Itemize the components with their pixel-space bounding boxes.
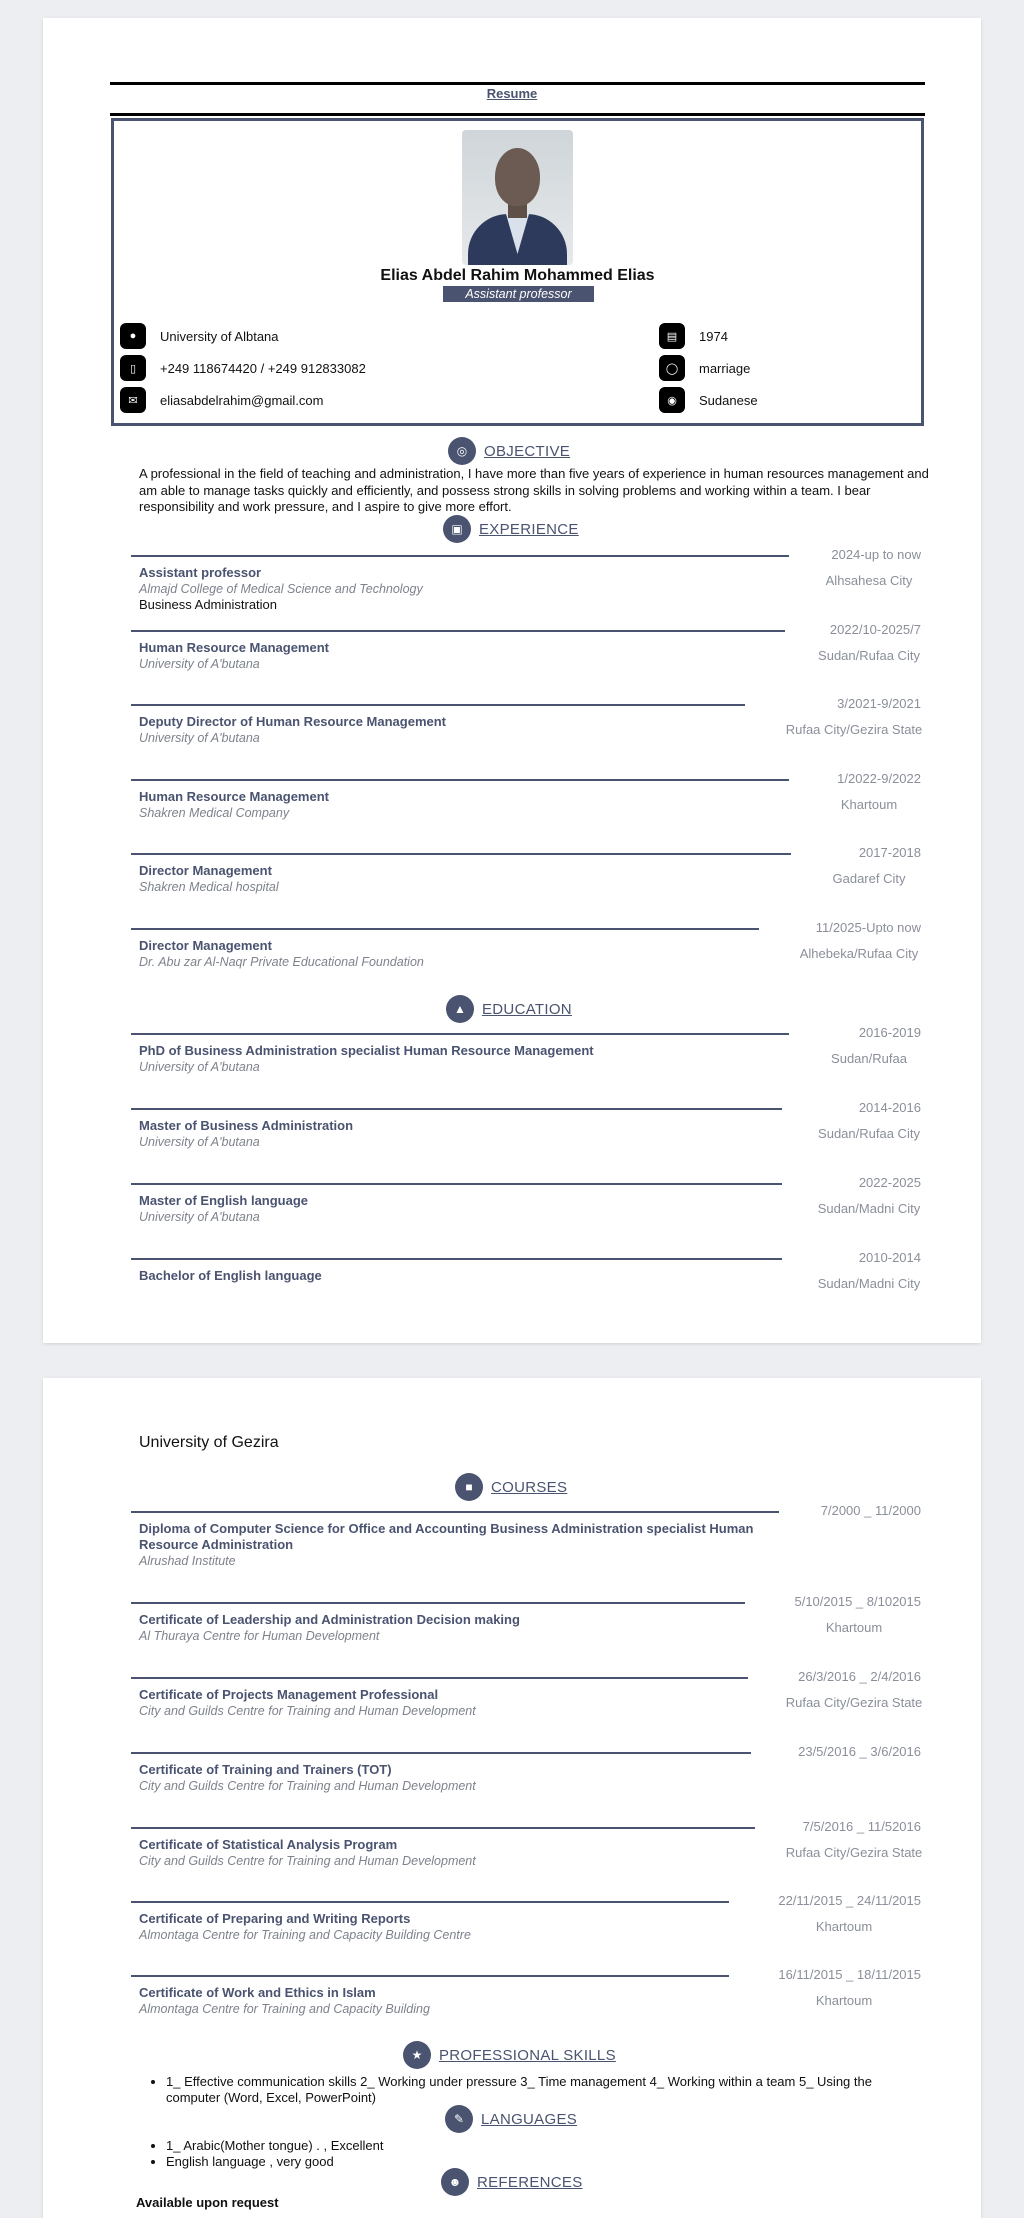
courses-heading: ■ COURSES [455, 1473, 567, 1501]
course-title: Diploma of Computer Science for Office and Accounting Business Administration specialist Human Resource Administration [139, 1521, 754, 1552]
profile-header [111, 118, 924, 426]
language-icon: ✎ [445, 2105, 473, 2133]
phone-icon: ▯ [120, 355, 146, 381]
course-title: Certificate of Work and Ethics in Islam [139, 1985, 376, 2000]
university-info [120, 323, 279, 349]
job-title-badge: Assistant professor [443, 286, 594, 302]
skills-icon: ★ [403, 2041, 431, 2069]
education-heading: ▲ EDUCATION [446, 995, 572, 1023]
education-title: Master of Business Administration [139, 1118, 354, 1133]
email-icon: ✉ [120, 387, 146, 413]
resume-page-2 [43, 1378, 981, 2218]
title-rule [110, 113, 925, 116]
course-title: Certificate of Projects Management Professional [139, 1687, 439, 1702]
calendar-icon: ▤ [659, 323, 685, 349]
marital-text: marriage [699, 360, 751, 376]
experience-entry: 3/2021-9/2021 Rufaa City/Gezira State Deputy Director of Human Resource Management University of A'butana [131, 704, 929, 778]
education-entry: 2014-2016 Sudan/Rufaa City Master of Business Administration University of A'butana [131, 1108, 929, 1182]
objective-text: A professional in the field of teaching and administration, I have more than five years of experience in human resources management and am able to manage tasks quickly and efficiently, and possess strong skills in solving problems and working within a team. I bear responsibility and work pressure, and I aspire to give more effort. [139, 466, 929, 514]
certificate-icon: ■ [455, 1473, 483, 1501]
skills-list [166, 2074, 906, 2106]
references-text: Available upon request [136, 2195, 279, 2210]
profile-photo [462, 130, 573, 265]
languages-list [166, 2138, 906, 2170]
course-entry: 22/11/2015 _ 24/11/2015 Khartoum Certificate of Preparing and Writing Reports Almontaga Centre for Training and Capacity Building Centre [131, 1901, 929, 1975]
graduation-cap-icon: ▲ [446, 995, 474, 1023]
languages-heading: ✎ LANGUAGES [445, 2105, 577, 2133]
experience-title: Human Resource Management [139, 640, 329, 655]
references-heading: ☻ REFERENCES [441, 2168, 583, 2196]
course-title: Certificate of Preparing and Writing Reports [139, 1911, 411, 1926]
objective-heading: ◎ OBJECTIVE [448, 437, 570, 465]
email-text: eliasabdelrahim@gmail.com [160, 392, 324, 408]
nationality-info [659, 387, 758, 413]
list-item: • 1_ Effective communication skills 2_ Working under pressure 3_ Time management 4_ Working within a team 5_ Using the computer (Word, Excel, PowerPoint) [166, 2074, 906, 2106]
email-info [120, 387, 323, 413]
list-item: • 1_ Arabic(Mother tongue) . , Excellent [166, 2138, 906, 2154]
course-entry: 23/5/2016 _ 3/6/2016 Certificate of Training and Trainers (TOT) City and Guilds Centre for Training and Human Development [131, 1752, 929, 1826]
experience-heading: ▣ EXPERIENCE [443, 515, 579, 543]
course-title: Certificate of Training and Trainers (TOT) [139, 1762, 392, 1777]
people-icon: ☻ [441, 2168, 469, 2196]
experience-entry: 1/2022-9/2022 Khartoum Human Resource Management Shakren Medical Company [131, 779, 929, 853]
education-title: Bachelor of English language [139, 1268, 322, 1283]
course-entry: 7/5/2016 _ 11/52016 Rufaa City/Gezira State Certificate of Statistical Analysis Program City and Guilds Centre for Training and Human Development [131, 1827, 929, 1901]
experience-entry: 2024-up to now Alhsahesa City Assistant professor Almajd College of Medical Science and Technology Business Administration [131, 555, 929, 629]
resume-page-1 [43, 18, 981, 1343]
top-rule [110, 82, 925, 85]
phone-text: +249 118674420 / +249 912833082 [160, 360, 366, 376]
target-icon: ◎ [448, 437, 476, 465]
education-entry: 2022-2025 Sudan/Madni City Master of English language University of A'butana [131, 1183, 929, 1257]
resume-title: Resume [486, 86, 538, 101]
experience-title: Human Resource Management [139, 789, 329, 804]
experience-entry: 2022/10-2025/7 Sudan/Rufaa City Human Resource Management University of A'butana [131, 630, 929, 704]
phone-info [120, 355, 366, 381]
education-entry: 2010-2014 Sudan/Madni City Bachelor of English language [131, 1258, 929, 1332]
education-title: PhD of Business Administration specialist Human Resource Management [139, 1043, 594, 1058]
experience-entry: 11/2025-Upto now Alhebeka/Rufaa City Director Management Dr. Abu zar Al-Naqr Private Educational Foundation [131, 928, 929, 1002]
location-pin-icon: ● [120, 323, 146, 349]
experience-title: Assistant professor [139, 565, 262, 580]
list-item: • English language , very good [166, 2154, 906, 2170]
experience-title: Director Management [139, 938, 272, 953]
experience-entry: 2017-2018 Gadaref City Director Management Shakren Medical hospital [131, 853, 929, 927]
experience-title: Director Management [139, 863, 272, 878]
university-text: University of Albtana [160, 328, 279, 344]
profile-name: Elias Abdel Rahim Mohammed Elias [380, 267, 655, 284]
education-entry: 2016-2019 Sudan/Rufaa PhD of Business Administration specialist Human Resource Management University of A'butana [131, 1033, 929, 1107]
education-continued-org: University of Gezira [139, 1434, 279, 1451]
course-title: Certificate of Leadership and Administration Decision making [139, 1612, 520, 1627]
nationality-text: Sudanese [699, 392, 758, 408]
marital-info [659, 355, 750, 381]
course-entry: 7/2000 _ 11/2000 Diploma of Computer Science for Office and Accounting Business Administration specialist Human Resource Administration Alrushad Institute [131, 1511, 929, 1585]
experience-title: Deputy Director of Human Resource Management [139, 714, 447, 729]
briefcase-icon: ▣ [443, 515, 471, 543]
skills-heading: ★ PROFESSIONAL SKILLS [403, 2041, 616, 2069]
birth-year-text: 1974 [699, 328, 728, 344]
course-entry: 26/3/2016 _ 2/4/2016 Rufaa City/Gezira State Certificate of Projects Management Professional City and Guilds Centre for Training and Human Development [131, 1677, 929, 1751]
birth-year-info [659, 323, 728, 349]
course-entry: 16/11/2015 _ 18/11/2015 Khartoum Certificate of Work and Ethics in Islam Almontaga Centre for Training and Capacity Building [131, 1975, 929, 2049]
course-title: Certificate of Statistical Analysis Program [139, 1837, 398, 1852]
globe-icon: ◉ [659, 387, 685, 413]
education-title: Master of English language [139, 1193, 309, 1208]
course-entry: 5/10/2015 _ 8/102015 Khartoum Certificate of Leadership and Administration Decision making Al Thuraya Centre for Human Development [131, 1602, 929, 1676]
ring-icon: ◯ [659, 355, 685, 381]
